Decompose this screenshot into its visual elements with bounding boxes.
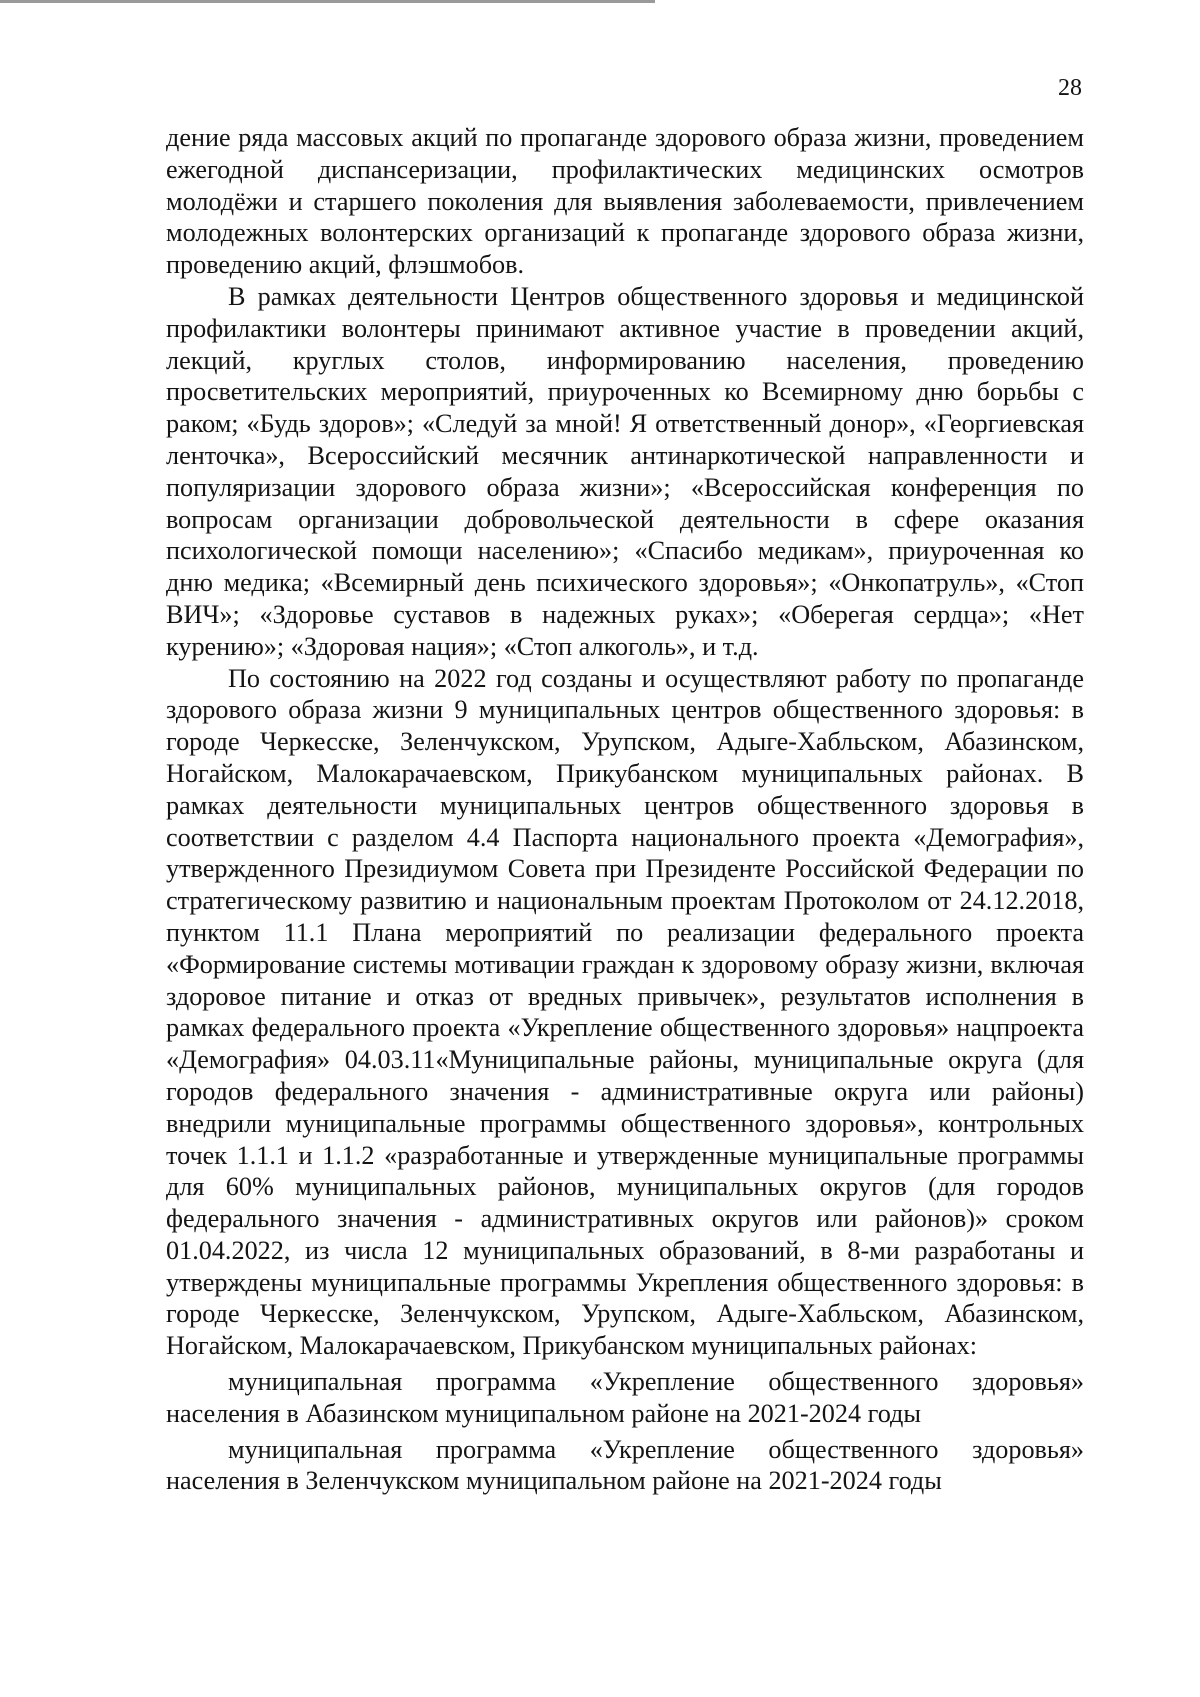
page-number: 28 bbox=[1058, 75, 1082, 101]
paragraph-centers-2022: По состоянию на 2022 год созданы и осуществляют работу по пропаганде здорового образа жизни 9 муниципальных центров общественного здоровья: в городе Черкесске, Зеленчукском, Урупском, Адыге-Хабльском, Абазинском, Ногайском, Малокарачаевском, Прикубанском муниципальных районах. В рамках деятельности муниципальных центров общественного здоровья в соответствии с разделом 4.4 Паспорта национального проекта «Демография», утвержденного Президиумом Совета при Президенте Российской Федерации по стратегическому развитию и национальным проектам Протоколом от 24.12.2018, пунктом 11.1 Плана мероприятий по реализации федерального проекта «Формирование системы мотивации граждан к здоровому образу жизни, включая здоровое питание и отказ от вредных привычек», результатов исполнения в рамках федерального проекта «Укрепление общественного здоровья» нацпроекта «Демография» 04.03.11«Муниципальные районы, муниципальные округа (для городов федерального значения - административные округа или районы) внедрили муниципальные программы общественного здоровья», контрольных точек 1.1.1 и 1.1.2 «разработанные и утвержденные муниципальные программы для 60% муниципальных районов, муниципальных округов (для городов федерального значения - административных округов или районов)» сроком 01.04.2022, из числа 12 муниципальных образований, в 8-ми разработаны и утверждены муниципальные программы Укрепления общественного здоровья: в городе Черкесске, Зеленчукском, Урупском, Адыге-Хабльском, Абазинском, Ногайском, Малокарачаевском, Прикубанском муниципальных районах: bbox=[166, 663, 1084, 1361]
paragraph-program-abaza: муниципальная программа «Укрепление общественного здоровья» населения в Абазинском муниципальном районе на 2021-2024 годы bbox=[166, 1367, 1084, 1428]
document-body bbox=[166, 122, 1084, 1497]
paragraph-program-zelenchuk: муниципальная программа «Укрепление общественного здоровья» населения в Зеленчукском муниципальном районе на 2021-2024 годы bbox=[166, 1434, 1084, 1496]
paragraph-volunteers: В рамках деятельности Центров общественного здоровья и медицинской профилактики волонтеры принимают активное участие в проведении акций, лекций, круглых столов, информированию населения, проведению просветительских мероприятий, приуроченных ко Всемирному дню борьбы с раком; «Будь здоров»; «Следуй за мной! Я ответственный донор», «Георгиевская ленточка», Всероссийский месячник антинаркотической направленности и популяризации здорового образа жизни»; «Всероссийская конференция по вопросам организации добровольческой деятельности в сфере оказания психологической помощи населению»; «Спасибо медикам», приуроченная ко дню медика; «Всемирный день психического здоровья»; «Онкопатруль», «Стоп ВИЧ»; «Здоровье суставов в надежных руках»; «Оберегая сердца»; «Нет курению»; «Здоровая нация»; «Стоп алкоголь», и т.д. bbox=[166, 281, 1084, 661]
paragraph-continuation: дение ряда массовых акций по пропаганде здорового образа жизни, проведением ежегодной диспансеризации, профилактических медицинских осмотров молодёжи и старшего поколения для выявления заболеваемости, привлечением молодежных волонтерских организаций к пропаганде здорового образа жизни, проведению акций, флэшмобов. bbox=[166, 123, 1084, 280]
scan-edge-line bbox=[0, 0, 655, 3]
